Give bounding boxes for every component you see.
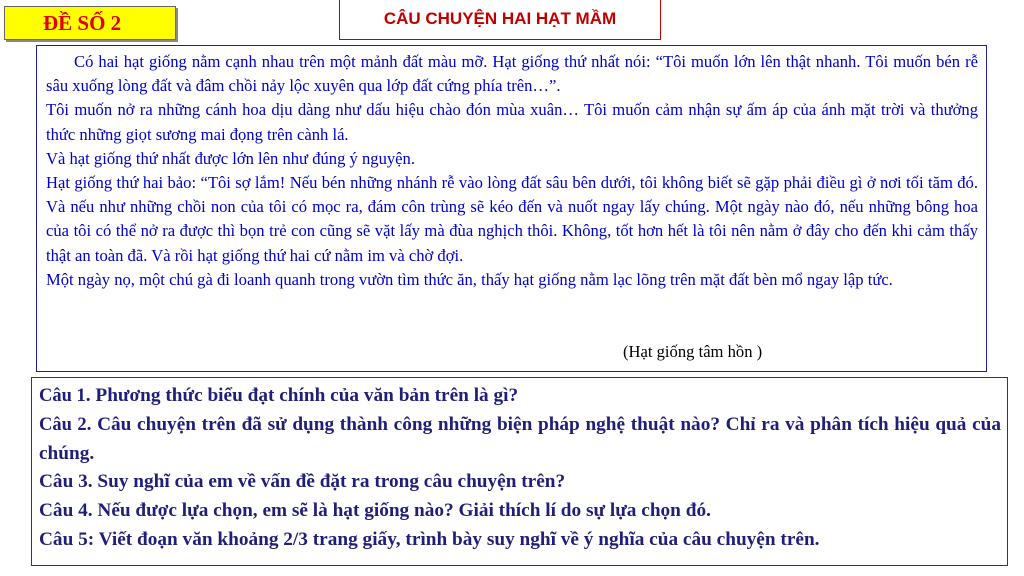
exam-number-badge <box>4 6 176 40</box>
passage-paragraph-4: Hạt giống thứ hai bảo: “Tôi sợ lắm! Nếu bén những nhánh rễ vào lòng đất sâu bên dưới, tôi không biết sẽ gặp phải điều gì ở nơi tối tăm đó. Và nếu như những chồi non của tôi có mọc ra, đám côn trùng sẽ kéo đến và nuốt ngay lấy chúng. Một ngày nào đó, nếu những bông hoa của tôi có thể nở ra được thì bọn trẻ con cũng sẽ vặt lấy mà đùa nghịch thôi. Không, tốt hơn hết là tôi nên nằm ở đây cho đến khi cảm thấy thật an toàn đã. Và rồi hạt giống thứ hai cứ nằm im và chờ đợi. <box>46 173 978 265</box>
passage-paragraph-1: Có hai hạt giống nằm cạnh nhau trên một mảnh đất màu mỡ. Hạt giống thứ nhất nói: “Tôi muốn lớn lên thật nhanh. Tôi muốn bén rễ sâu xuống lòng đất và đâm chồi nảy lộc xuyên qua lớp đất cứng phía trên…”. <box>46 52 978 96</box>
question-4-label: Câu 4. <box>39 500 93 522</box>
story-title-box <box>339 0 661 40</box>
question-1-label: Câu 1 <box>39 386 86 406</box>
passage-paragraph-3: Và hạt giống thứ nhất được lớn lên như đúng ý nguyện. <box>46 148 415 168</box>
question-3-text: Suy nghĩ của em về vấn đề đặt ra trong câu chuyện trên? <box>92 471 566 493</box>
question-4-text: Nếu được lựa chọn, em sẽ là hạt giống nào? Giải thích lí do sự lựa chọn đó. <box>92 500 711 522</box>
question-5 <box>39 526 1001 555</box>
question-1 <box>39 382 1001 411</box>
story-title: CÂU CHUYỆN HAI HẠT MẦM <box>383 9 617 28</box>
question-2-label: Câu 2 <box>39 414 87 435</box>
question-2-text: . Câu chuyện trên đã sử dụng thành công những biện pháp nghệ thuật nào? Chỉ ra và phân tích hiệu quả của chúng. <box>39 413 1001 464</box>
question-4 <box>39 497 1001 526</box>
exam-number-label: ĐỀ SỐ 2 <box>43 11 122 35</box>
passage-paragraph-2: Tôi muốn nở ra những cánh hoa dịu dàng như dấu hiệu chào đón mùa xuân… Tôi muốn cảm nhận sự ấm áp của ánh mặt trời và thưởng thức những giọt sương mai đọng trên cành lá. <box>46 100 978 144</box>
passage-source: (Hạt giống tâm hồn ) <box>623 342 763 361</box>
question-3-label: Câu 3. <box>39 471 93 493</box>
question-1-text: . Phương thức biểu đạt chính của văn bản trên là gì? <box>85 385 519 406</box>
passage-paragraph-5: Một ngày nọ, một chú gà đi loanh quanh trong vườn tìm thức ăn, thấy hạt giống nằm lạc lõng trên mặt đất bèn mổ ngay lập tức. <box>46 269 893 289</box>
question-5-label: Câu 5: <box>39 528 95 550</box>
reading-passage <box>36 45 987 372</box>
question-5-text: Viết đoạn văn khoảng 2/3 trang giấy, trình bày suy nghĩ về ý nghĩa của câu chuyện trên. <box>94 528 820 550</box>
question-3 <box>39 468 1001 497</box>
question-2 <box>39 411 1001 469</box>
question-list <box>31 377 1008 566</box>
